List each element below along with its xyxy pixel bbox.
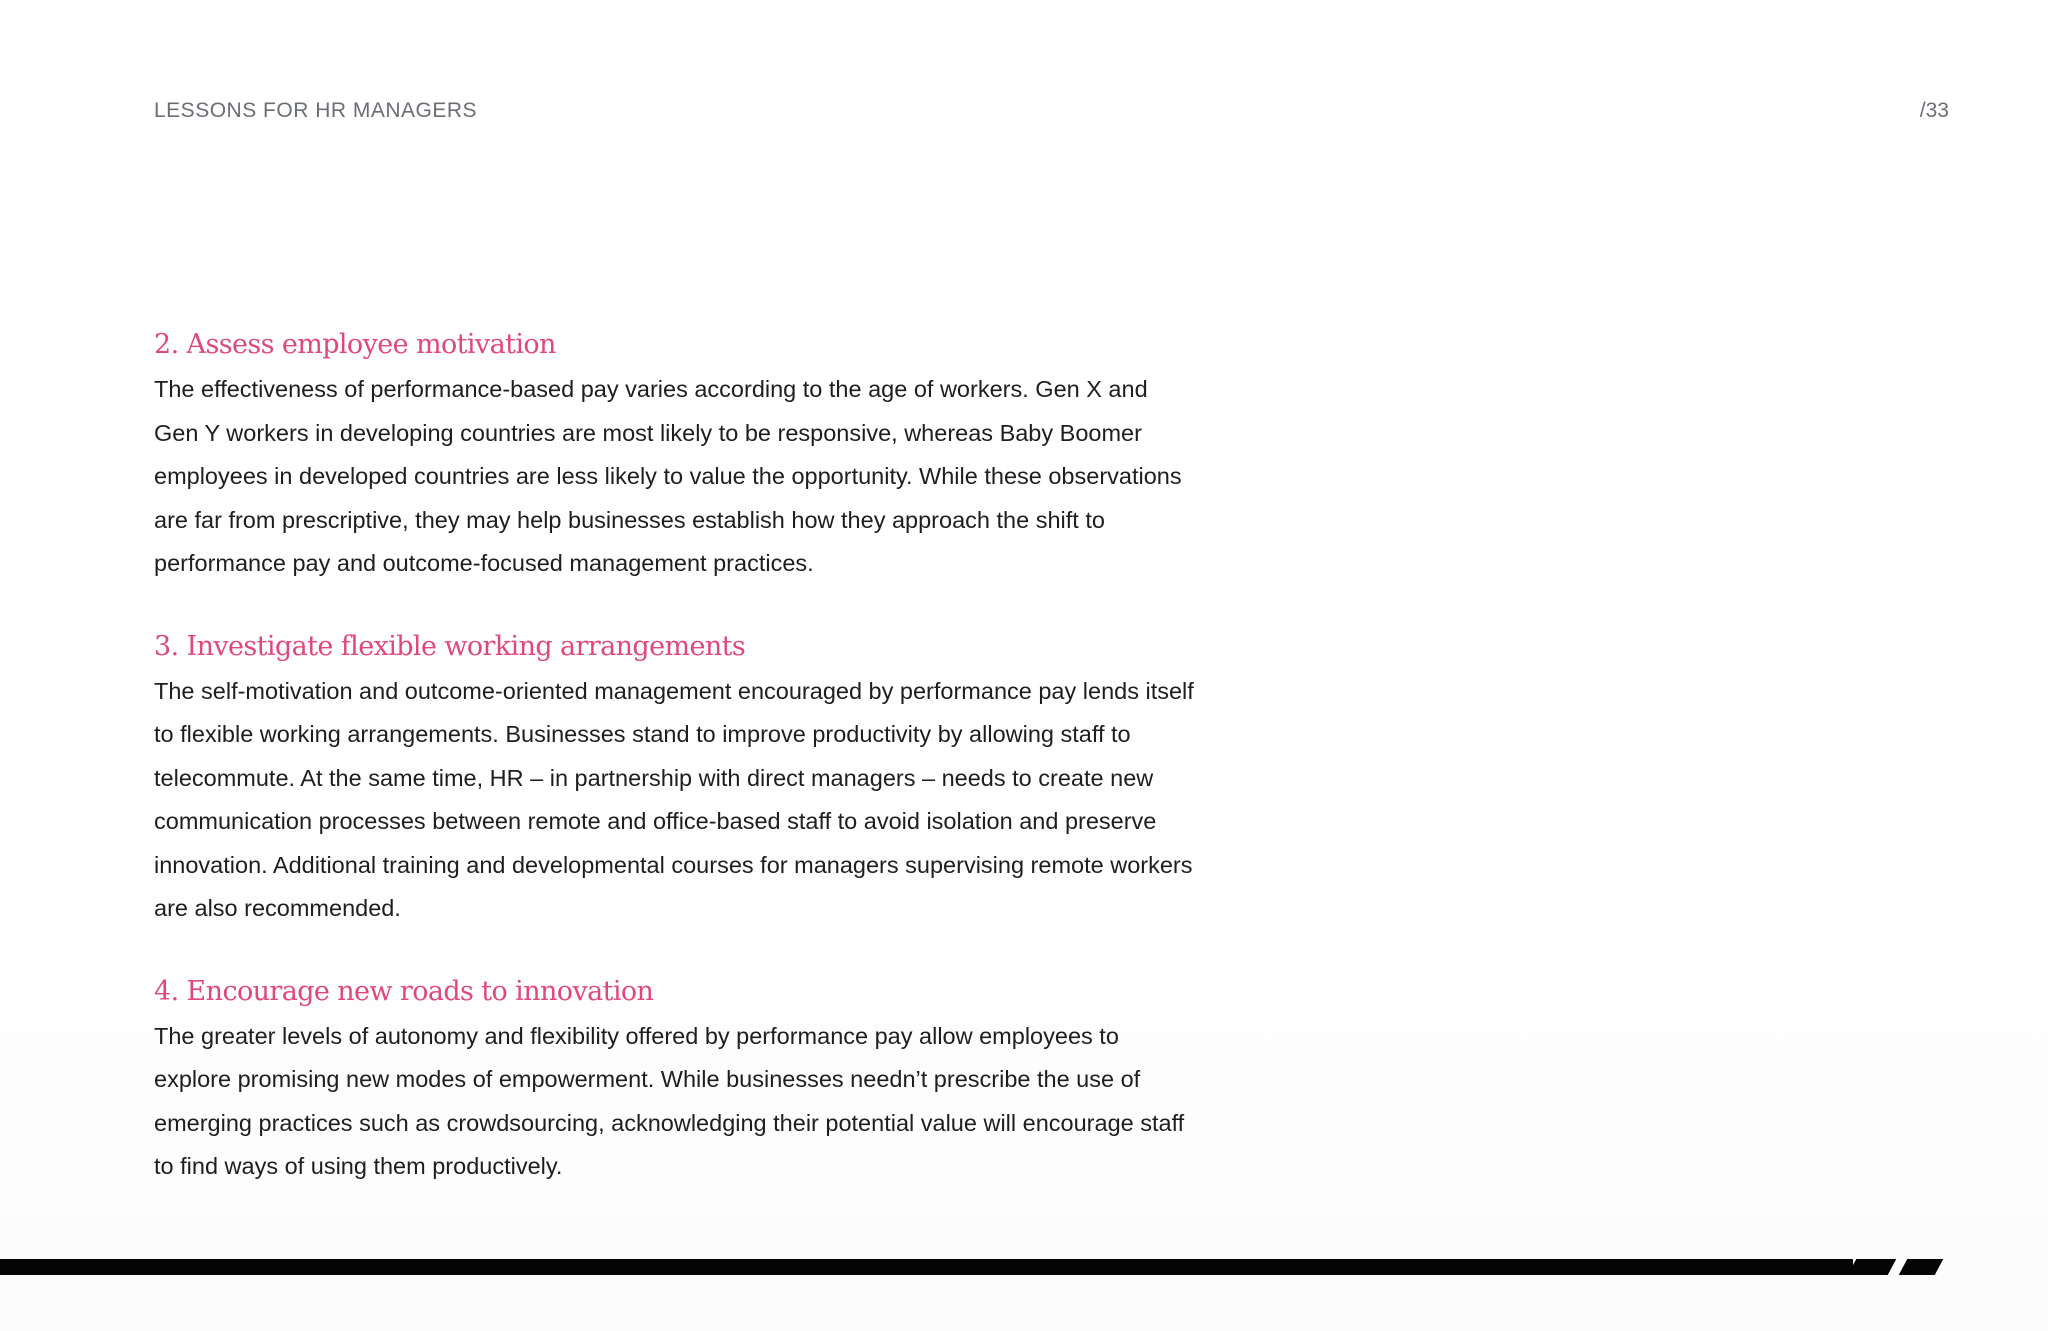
footer-bar xyxy=(0,1259,1853,1275)
section-heading: 4. Encourage new roads to innovation xyxy=(154,975,654,1007)
section-heading: 2. Assess employee motivation xyxy=(154,329,556,360)
section-investigate-flexible-working xyxy=(154,628,1194,931)
main-content xyxy=(154,326,1194,1231)
section-heading: 3. Investigate flexible working arrangements xyxy=(154,630,746,662)
section-body: The greater levels of autonomy and flexibility offered by performance pay allow employees to explore promising new modes of empowerment. While businesses needn’t prescribe the use of emerging practices such as crowdsourcing, acknowledging their potential value will encourage staff to find ways of using them productively. xyxy=(154,1022,1185,1179)
page-number: /33 xyxy=(1919,99,1949,122)
section-encourage-innovation xyxy=(154,973,1194,1189)
running-header: LESSONS FOR HR MANAGERS xyxy=(154,99,478,122)
section-body: The effectiveness of performance-based pay varies according to the age of workers. Gen X and Gen Y workers in developing countries are most likely to be responsive, whereas Baby Boomer employees in developed countries are less likely to value the opportunity. While these observations are far from prescriptive, they may help businesses establish how they approach the shift to performance pay and outcome-focused management practices. xyxy=(154,376,1182,576)
section-assess-employee-motivation xyxy=(154,326,1194,586)
section-body: The self-motivation and outcome-oriented management encouraged by performance pay lends itself to flexible working arrangements. Businesses stand to improve productivity by allowing staff to telecommute. At the same time, HR – in partnership with direct managers – needs to create new communication processes between remote and office-based staff to avoid isolation and preserve innovation. Additional training and developmental courses for managers supervising remote workers are also recommended. xyxy=(154,677,1194,921)
